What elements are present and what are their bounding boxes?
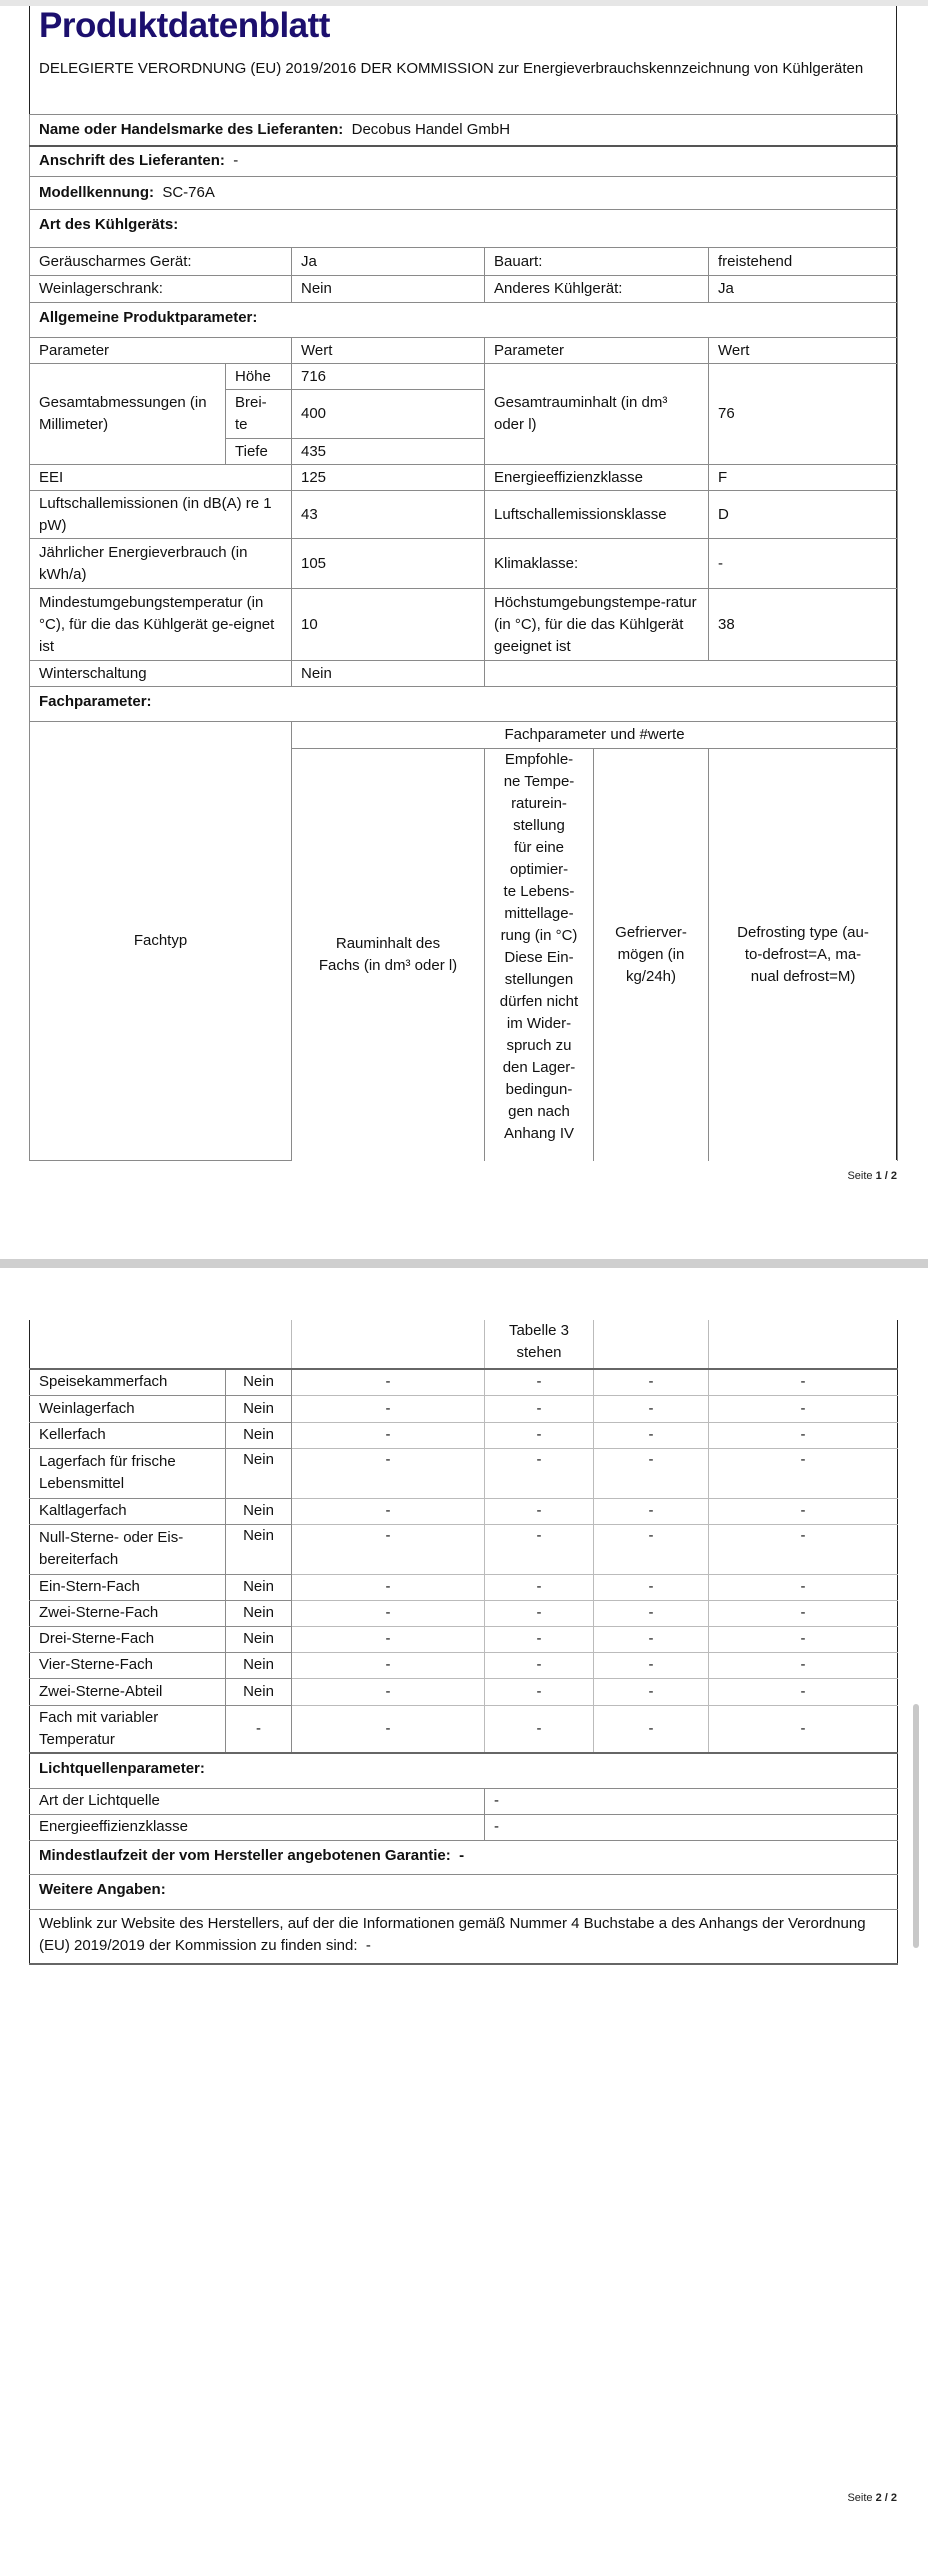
recommended-temp-header: Empfohle- ne Tempe- raturein- stellung für eine optimier- te Lebens- mittellage- rung (in °C) Diese Ein- stellungen dürfen nicht im Wider- spruch zu den Lager- bedingun- gen nach Anhang IV	[485, 749, 594, 1161]
energy-class-value: F	[709, 465, 898, 491]
page-number: 1 / 2	[875, 1170, 897, 1182]
compartment-volume-header-cont	[292, 1320, 485, 1369]
noise-class-value: D	[709, 491, 898, 539]
compartment-name: Zwei-Sterne-Fach	[30, 1600, 226, 1626]
defrost-type-header-cont	[709, 1320, 898, 1369]
depth-value: 435	[292, 439, 485, 465]
warranty-row	[30, 1840, 898, 1874]
compartment-name: Null-Sterne- oder Eis-bereiterfach	[30, 1524, 226, 1574]
compartment-freezing: -	[594, 1626, 709, 1652]
compartment-row	[30, 1422, 898, 1448]
warranty-value: -	[459, 1846, 465, 1864]
page-title: Produktdatenblatt	[39, 6, 330, 45]
light-type-label: Art der Lichtquelle	[30, 1788, 485, 1814]
width-value: 400	[292, 390, 485, 439]
compartment-defrost: -	[709, 1652, 898, 1678]
compartment-row	[30, 1448, 898, 1498]
compartment-row	[30, 1574, 898, 1600]
value-header-2: Wert	[709, 338, 898, 364]
compartment-temp: -	[485, 1626, 594, 1652]
compartment-defrost: -	[709, 1498, 898, 1524]
warranty-label: Mindestlaufzeit der vom Hersteller angebotenen Garantie:	[39, 1846, 451, 1864]
compartment-group-header: Fachparameter und #werte	[292, 722, 898, 749]
compartment-name: Ein-Stern-Fach	[30, 1574, 226, 1600]
min-temp-label: Mindestumgebungstemperatur (in °C), für die das Kühlgerät ge-eignet ist	[30, 589, 292, 661]
compartment-defrost: -	[709, 1678, 898, 1705]
more-info-heading: Weitere Angaben:	[30, 1874, 898, 1909]
general-section-heading: Allgemeine Produktparameter:	[30, 303, 898, 338]
compartment-name: Speisekammerfach	[30, 1369, 226, 1395]
noise-class-label: Luftschallemissionsklasse	[485, 491, 709, 539]
compartment-row	[30, 1395, 898, 1422]
max-temp-value: 38	[709, 589, 898, 661]
freezing-capacity-header-cont	[594, 1320, 709, 1369]
param-header: Parameter	[30, 338, 292, 364]
compartment-row	[30, 1626, 898, 1652]
compartment-present: Nein	[226, 1652, 292, 1678]
wine-cabinet-value: Nein	[292, 276, 485, 303]
annual-energy-label: Jährlicher Energieverbrauch (in kWh/a)	[30, 539, 292, 589]
compartment-defrost: -	[709, 1395, 898, 1422]
climate-class-value: -	[709, 539, 898, 589]
annual-energy-value: 105	[292, 539, 485, 589]
max-temp-label: Höchstumgebungstempe-ratur (in °C), für die das Kühlgerät geeignet ist	[485, 589, 709, 661]
compartment-volume: -	[292, 1600, 485, 1626]
compartment-name: Weinlagerfach	[30, 1395, 226, 1422]
winter-value: Nein	[292, 661, 485, 687]
param-header-2: Parameter	[485, 338, 709, 364]
supplier-row	[30, 115, 898, 146]
compartment-volume: -	[292, 1652, 485, 1678]
compartment-name: Drei-Sterne-Fach	[30, 1626, 226, 1652]
compartment-temp: -	[485, 1705, 594, 1753]
compartment-name: Kellerfach	[30, 1422, 226, 1448]
compartment-present: Nein	[226, 1600, 292, 1626]
compartment-defrost: -	[709, 1422, 898, 1448]
compartment-freezing: -	[594, 1395, 709, 1422]
low-noise-label: Geräuscharmes Gerät:	[30, 248, 292, 276]
compartment-name: Fach mit variabler Temperatur	[30, 1705, 226, 1753]
low-noise-value: Ja	[292, 248, 485, 276]
address-row	[30, 146, 898, 177]
compartment-defrost: -	[709, 1448, 898, 1498]
recommended-temp-header-cont: Tabelle 3 stehen	[485, 1320, 594, 1369]
compartment-freezing: -	[594, 1652, 709, 1678]
value-header: Wert	[292, 338, 485, 364]
compartment-temp: -	[485, 1369, 594, 1395]
compartment-defrost: -	[709, 1369, 898, 1395]
compartment-volume: -	[292, 1369, 485, 1395]
compartment-volume: -	[292, 1705, 485, 1753]
datasheet-table-page-2	[29, 1320, 898, 1965]
datasheet-table-page-1	[29, 114, 898, 1161]
empty-cell	[485, 661, 898, 687]
type-section-heading: Art des Kühlgeräts:	[30, 210, 898, 248]
compartment-defrost: -	[709, 1574, 898, 1600]
page-label: Seite	[847, 1170, 873, 1182]
compartment-name: Zwei-Sterne-Abteil	[30, 1678, 226, 1705]
model-label: Modellkennung:	[39, 184, 154, 201]
compartment-row	[30, 1652, 898, 1678]
compartment-row	[30, 1600, 898, 1626]
compartment-freezing: -	[594, 1524, 709, 1574]
compartment-row	[30, 1498, 898, 1524]
climate-class-label: Klimaklasse:	[485, 539, 709, 589]
compartment-volume: -	[292, 1498, 485, 1524]
compartment-volume: -	[292, 1524, 485, 1574]
page-separator	[0, 1259, 928, 1268]
compartment-name: Kaltlagerfach	[30, 1498, 226, 1524]
noise-value: 43	[292, 491, 485, 539]
dimensions-label: Gesamtabmessungen (in Millimeter)	[30, 364, 226, 465]
supplier-label: Name oder Handelsmarke des Lieferanten:	[39, 120, 344, 138]
compartment-freezing: -	[594, 1678, 709, 1705]
compartment-name: Vier-Sterne-Fach	[30, 1652, 226, 1678]
other-appliance-value: Ja	[709, 276, 898, 303]
compartment-volume: -	[292, 1448, 485, 1498]
width-label: Brei- te	[226, 390, 292, 439]
scrollbar[interactable]	[913, 1704, 919, 1948]
compartment-row	[30, 1678, 898, 1705]
compartment-present: Nein	[226, 1524, 292, 1574]
compartment-freezing: -	[594, 1574, 709, 1600]
address-label: Anschrift des Lieferanten:	[39, 152, 225, 170]
total-volume-label: Gesamtrauminhalt (in dm³ oder l)	[485, 364, 709, 465]
energy-class-label: Energieeffizienzklasse	[485, 465, 709, 491]
eei-value: 125	[292, 465, 485, 491]
compartment-present: -	[226, 1705, 292, 1753]
light-section-heading: Lichtquellenparameter:	[30, 1753, 898, 1788]
compartment-type-header-cont	[30, 1320, 292, 1369]
compartment-present: Nein	[226, 1422, 292, 1448]
model-row	[30, 177, 898, 210]
depth-label: Tiefe	[226, 439, 292, 465]
compartment-present: Nein	[226, 1678, 292, 1705]
compartment-temp: -	[485, 1498, 594, 1524]
compartment-volume: -	[292, 1422, 485, 1448]
compartment-temp: -	[485, 1395, 594, 1422]
compartment-volume: -	[292, 1574, 485, 1600]
compartment-present: Nein	[226, 1448, 292, 1498]
winter-label: Winterschaltung	[30, 661, 292, 687]
compartment-volume: -	[292, 1626, 485, 1652]
freezing-capacity-header: Gefrierver- mögen (in kg/24h)	[594, 749, 709, 1161]
total-volume-value: 76	[709, 364, 898, 465]
compartment-volume: -	[292, 1395, 485, 1422]
wine-cabinet-label: Weinlagerschrank:	[30, 276, 292, 303]
compartment-temp: -	[485, 1574, 594, 1600]
compartment-defrost: -	[709, 1705, 898, 1753]
compartment-row	[30, 1369, 898, 1395]
compartment-row	[30, 1524, 898, 1574]
light-class-value: -	[485, 1814, 898, 1840]
compartment-name: Lagerfach für frische Lebensmittel	[30, 1448, 226, 1498]
model-value: SC-76A	[162, 184, 215, 201]
page-label: Seite	[847, 2492, 873, 2504]
compartment-freezing: -	[594, 1422, 709, 1448]
height-label: Höhe	[226, 364, 292, 390]
compartment-freezing: -	[594, 1705, 709, 1753]
compartment-defrost: -	[709, 1626, 898, 1652]
regulation-subtitle: DELEGIERTE VERORDNUNG (EU) 2019/2016 DER KOMMISSION zur Energieverbrauchskennzeichnung von Kühlgeräten	[39, 60, 864, 77]
compartment-temp: -	[485, 1678, 594, 1705]
compartment-temp: -	[485, 1448, 594, 1498]
weblink-row	[30, 1909, 898, 1964]
design-value: freistehend	[709, 248, 898, 276]
page-number-2	[847, 2492, 897, 2504]
compartment-freezing: -	[594, 1369, 709, 1395]
other-appliance-label: Anderes Kühlgerät:	[485, 276, 709, 303]
compartment-volume: -	[292, 1678, 485, 1705]
noise-label: Luftschallemissionen (in dB(A) re 1 pW)	[30, 491, 292, 539]
compartment-present: Nein	[226, 1498, 292, 1524]
light-class-label: Energieeffizienzklasse	[30, 1814, 485, 1840]
compartment-freezing: -	[594, 1600, 709, 1626]
min-temp-value: 10	[292, 589, 485, 661]
compartment-defrost: -	[709, 1600, 898, 1626]
compartment-present: Nein	[226, 1574, 292, 1600]
compartment-type-header: Fachtyp	[30, 722, 292, 1161]
compartment-section-heading: Fachparameter:	[30, 687, 898, 722]
weblink-value: -	[365, 1936, 371, 1954]
compartment-defrost: -	[709, 1524, 898, 1574]
compartment-temp: -	[485, 1422, 594, 1448]
defrost-type-header: Defrosting type (au- to-defrost=A, ma- nual defrost=M)	[709, 749, 898, 1161]
compartment-temp: -	[485, 1652, 594, 1678]
design-label: Bauart:	[485, 248, 709, 276]
compartment-present: Nein	[226, 1626, 292, 1652]
eei-label: EEI	[30, 465, 292, 491]
height-value: 716	[292, 364, 485, 390]
compartment-volume-header: Rauminhalt des Fachs (in dm³ oder l)	[292, 749, 485, 1161]
light-type-value: -	[485, 1788, 898, 1814]
compartment-freezing: -	[594, 1448, 709, 1498]
compartment-present: Nein	[226, 1395, 292, 1422]
weblink-label: Weblink zur Website des Herstellers, auf der die Informationen gemäß Nummer 4 Buchstabe a des Anhangs der Verordnung (EU) 2019/2019 der Kommission zu finden sind:	[39, 1914, 866, 1954]
compartment-present: Nein	[226, 1369, 292, 1395]
compartment-temp: -	[485, 1524, 594, 1574]
address-value: -	[233, 152, 239, 170]
compartment-row	[30, 1705, 898, 1753]
page-number-1	[847, 1170, 897, 1182]
supplier-value: Decobus Handel GmbH	[351, 120, 511, 138]
page-number: 2 / 2	[875, 2492, 897, 2504]
compartment-freezing: -	[594, 1498, 709, 1524]
compartment-temp: -	[485, 1600, 594, 1626]
